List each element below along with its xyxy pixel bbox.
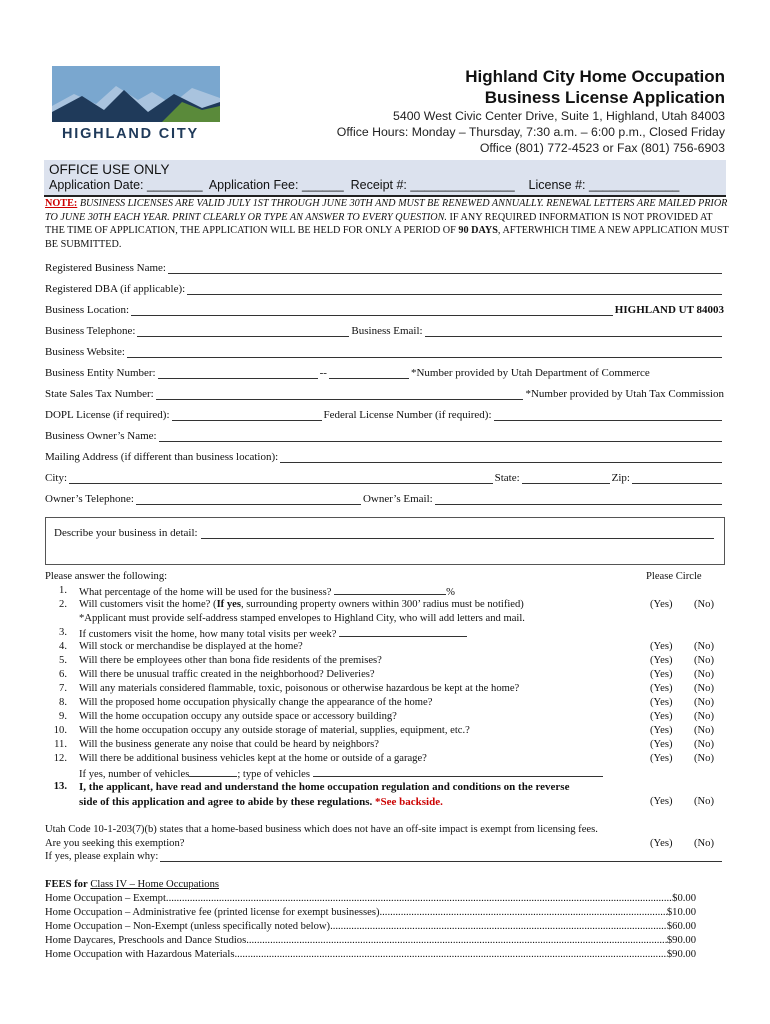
field-owner-contact[interactable] <box>45 493 724 505</box>
phone-line: Office (801) 772-4523 or Fax (801) 756-6903 <box>479 141 725 155</box>
fee-label: Home Occupation with Hazardous Materials <box>45 949 235 960</box>
input-entity-number-a[interactable] <box>158 368 318 379</box>
q3-visits-input[interactable] <box>339 627 467 637</box>
q13-text-b <box>79 796 443 808</box>
label-describe: Describe your business in detail: <box>54 527 198 539</box>
exemption-yes[interactable]: (Yes) <box>650 838 673 849</box>
q3-text <box>79 627 467 640</box>
field-sales-tax[interactable] <box>45 388 724 400</box>
q6-number: 7. <box>59 683 67 694</box>
exemption-line1: Utah Code 10-1-203(7)(b) states that a home-based business which does not have an off-site impact is exempt from licensing fees. <box>45 824 598 835</box>
entity-dash: -- <box>319 367 327 379</box>
q2-text <box>79 599 524 610</box>
input-email[interactable] <box>425 326 722 337</box>
input-dba[interactable] <box>187 284 722 295</box>
q3-yes[interactable]: (Yes) <box>650 641 673 652</box>
input-state[interactable] <box>522 473 610 484</box>
label-website: Business Website: <box>45 346 125 358</box>
input-dopl[interactable] <box>172 410 322 421</box>
q7-number: 8. <box>59 697 67 708</box>
q11-no[interactable]: (No) <box>694 753 715 764</box>
input-location[interactable] <box>131 305 613 316</box>
office-use-box <box>44 160 726 197</box>
note-label: NOTE: <box>45 198 78 209</box>
input-telephone[interactable] <box>137 326 349 337</box>
label-federal: Federal License Number (if required): <box>323 409 492 421</box>
q8-yes[interactable]: (Yes) <box>650 711 673 722</box>
label-dopl: DOPL License (if required): <box>45 409 170 421</box>
fee-row <box>45 949 696 960</box>
field-city-state-zip[interactable] <box>45 472 724 484</box>
label-sales-tax: State Sales Tax Number: <box>45 388 154 400</box>
input-owner-email[interactable] <box>435 494 722 505</box>
label-business-name: Registered Business Name: <box>45 262 166 274</box>
field-website[interactable] <box>45 346 724 358</box>
q10-no[interactable]: (No) <box>694 739 715 750</box>
q13-see-backside: *See backside. <box>375 796 443 808</box>
hours-line: Office Hours: Monday – Thursday, 7:30 a.m. – 6:00 p.m., Closed Friday <box>336 125 725 139</box>
input-federal[interactable] <box>494 410 722 421</box>
input-entity-number-b[interactable] <box>329 368 409 379</box>
q13-yes[interactable]: (Yes) <box>650 796 673 807</box>
page-title-line1: Highland City Home Occupation <box>465 67 725 86</box>
fees-heading-bold: FEES for <box>45 879 88 890</box>
please-circle: Please Circle <box>646 571 702 582</box>
q8-no[interactable]: (No) <box>694 711 715 722</box>
q1-label: What percentage of the home will be used for the business? <box>79 587 332 598</box>
label-mailing: Mailing Address (if different than business location): <box>45 451 279 463</box>
fee-row <box>45 893 696 904</box>
note-days: 90 DAYS <box>458 225 498 237</box>
field-dba[interactable] <box>45 283 724 295</box>
q12-vehicles <box>79 767 603 780</box>
fee-leader-dots <box>246 935 667 946</box>
field-mailing[interactable] <box>45 451 724 463</box>
fee-label: Home Occupation – Administrative fee (printed license for exempt businesses) <box>45 907 380 918</box>
field-business-name[interactable] <box>45 262 724 274</box>
fee-leader-dots <box>330 921 667 932</box>
q5-no[interactable]: (No) <box>694 669 715 680</box>
fee-amount: $10.00 <box>666 907 696 918</box>
label-location: Business Location: <box>45 304 130 316</box>
label-owner-name: Business Owner’s Name: <box>45 430 157 442</box>
input-website[interactable] <box>127 347 722 358</box>
label-city: City: <box>45 472 68 484</box>
q6-yes[interactable]: (Yes) <box>650 683 673 694</box>
label-zip: Zip: <box>611 472 630 484</box>
fee-amount: $90.00 <box>666 935 696 946</box>
q6-text: Will any materials considered flammable, toxic, poisonous or otherwise hazardous be kept at the home? <box>79 683 520 694</box>
q10-text: Will the business generate any noise that could be heard by neighbors? <box>79 739 379 750</box>
q11-text: Will there be additional business vehicles kept at the home or outside of a garage? <box>79 753 427 764</box>
q1-text <box>79 585 455 598</box>
location-suffix: HIGHLAND UT 84003 <box>614 304 724 316</box>
fee-leader-dots <box>380 907 667 918</box>
fee-row <box>45 907 696 918</box>
field-location[interactable] <box>45 304 724 316</box>
fee-amount: $60.00 <box>666 921 696 932</box>
q2-number: 2. <box>59 599 67 610</box>
fee-label: Home Daycares, Preschools and Dance Studios <box>45 935 247 946</box>
label-entity-number: Business Entity Number: <box>45 367 156 379</box>
q6-no[interactable]: (No) <box>694 683 715 694</box>
q9-yes[interactable]: (Yes) <box>650 725 673 736</box>
fee-row <box>45 935 696 946</box>
fee-leader-dots <box>234 949 666 960</box>
office-use-fields: Application Date: ________ Application Fee: ______ Receipt #: _______________ License #: _____________ <box>49 178 680 192</box>
q5-text: Will there be unusual traffic created in the neighborhood? Deliveries? <box>79 669 375 680</box>
field-exemption-explain[interactable] <box>45 851 724 862</box>
q8-text: Will the home occupation occupy any outside space or accessory building? <box>79 711 397 722</box>
q1-percent-sign: % <box>446 587 455 598</box>
q7-no[interactable]: (No) <box>694 697 715 708</box>
q2-bold: If yes <box>216 599 241 610</box>
q13-number: 13. <box>53 781 67 792</box>
q12-vehicles-type-label: ; type of vehicles <box>237 769 310 780</box>
label-state: State: <box>494 472 520 484</box>
note-italic: BUSINESS LICENSES ARE VALID JULY 1ST THROUGH JUNE 30TH AND MUST BE RENEWED ANNUALLY. RENEWAL LETTERS ARE MAILED PRIOR TO JUNE 30TH EACH YEAR. PRINT CLEARLY OR TYPE AN ANSWER TO EVERY QUESTION. <box>45 198 728 223</box>
exemption-no[interactable]: (No) <box>694 838 715 849</box>
q3-number: 3. <box>59 627 67 638</box>
input-owner-phone[interactable] <box>136 494 361 505</box>
field-owner-name[interactable] <box>45 430 724 442</box>
input-zip[interactable] <box>632 473 722 484</box>
q4-yes[interactable]: (Yes) <box>650 655 673 666</box>
note-paragraph <box>45 197 730 251</box>
label-dba: Registered DBA (if applicable): <box>45 283 186 295</box>
entity-note: *Number provided by Utah Department of Commerce <box>410 367 650 379</box>
q12-vehicles-label: If yes, number of vehicles <box>79 769 190 780</box>
q13-bold-b: side of this application and agree to abide by these regulations. <box>79 796 373 808</box>
page-title-line2: Business License Application <box>484 88 725 107</box>
q4-text: Will there be employees other than bona fide residents of the premises? <box>79 655 382 666</box>
q10-yes[interactable]: (Yes) <box>650 739 673 750</box>
q12-vehicles-type-input[interactable] <box>313 767 603 777</box>
q5-yes[interactable]: (Yes) <box>650 669 673 680</box>
note-rest-b: , AFTERWHICH TIME A NEW APPLICATION MUST BE SUBMITTED. <box>45 225 729 250</box>
input-city[interactable] <box>69 473 493 484</box>
q2-note: *Applicant must provide self-address stamped envelopes to Highland City, who will add letters and mail. <box>79 613 525 624</box>
fees-heading-class: Class IV – Home Occupations <box>90 879 220 890</box>
q13-no[interactable]: (No) <box>694 796 715 807</box>
q13-text-a: I, the applicant, have read and understand the home occupation regulation and conditions on the reverse <box>79 781 570 793</box>
office-use-title: OFFICE USE ONLY <box>49 162 170 177</box>
input-business-name[interactable] <box>168 263 722 274</box>
questions-intro: Please answer the following: <box>45 571 168 582</box>
q7-yes[interactable]: (Yes) <box>650 697 673 708</box>
q3-number: 4. <box>59 641 67 652</box>
q5-number: 6. <box>59 669 67 680</box>
label-telephone: Business Telephone: <box>45 325 136 337</box>
fee-amount: $90.00 <box>666 949 696 960</box>
input-sales-tax[interactable] <box>156 389 524 400</box>
fees-heading <box>45 879 219 890</box>
fee-amount: $0.00 <box>672 893 696 904</box>
q8-number: 9. <box>59 711 67 722</box>
q3-text: Will stock or merchandise be displayed at the home? <box>79 641 303 652</box>
q9-text: Will the home occupation occupy any outside storage of material, supplies, equipment, etc.? <box>79 725 470 736</box>
q9-no[interactable]: (No) <box>694 725 715 736</box>
fee-label: Home Occupation – Non-Exempt (unless specifically noted below) <box>45 921 331 932</box>
q2-text-b: , surrounding property owners within 300’ radius must be notified) <box>240 599 524 610</box>
input-describe[interactable] <box>201 528 714 539</box>
q2-yes[interactable]: (Yes) <box>650 599 673 610</box>
q4-number: 5. <box>59 655 67 666</box>
q11-yes[interactable]: (Yes) <box>650 753 673 764</box>
label-email: Business Email: <box>351 325 423 337</box>
q3-label: If customers visit the home, how many total visits per week? <box>79 629 337 640</box>
fee-row <box>45 921 696 932</box>
field-telephone-email[interactable] <box>45 325 724 337</box>
q4-no[interactable]: (No) <box>694 655 715 666</box>
label-exemption-explain: If yes, please explain why: <box>45 851 159 862</box>
field-describe[interactable] <box>54 527 714 539</box>
logo-text: HIGHLAND CITY <box>62 126 199 142</box>
input-owner-name[interactable] <box>159 431 722 442</box>
q1-percent-input[interactable] <box>334 585 446 595</box>
q10-number: 11. <box>54 739 67 750</box>
label-owner-email: Owner’s Email: <box>362 493 433 505</box>
q3-no[interactable]: (No) <box>694 641 715 652</box>
q12-vehicles-count-input[interactable] <box>189 767 237 777</box>
input-exemption-explain[interactable] <box>160 851 722 862</box>
q7-text: Will the proposed home occupation physically change the appearance of the home? <box>79 697 433 708</box>
q11-number: 12. <box>53 753 67 764</box>
field-dopl-federal[interactable] <box>45 409 724 421</box>
q1-number: 1. <box>59 585 67 596</box>
fee-label: Home Occupation – Exempt <box>45 893 166 904</box>
exemption-line2: Are you seeking this exemption? <box>45 838 185 849</box>
note-rest-a: IF ANY REQUIRED INFORMATION IS NOT PROVIDED AT THE TIME OF APPLICATION, THE APPLICATION WILL BE HELD FOR ONLY A PERIOD OF <box>45 211 713 237</box>
sales-tax-note: *Number provided by Utah Tax Commission <box>525 388 724 400</box>
label-owner-phone: Owner’s Telephone: <box>45 493 134 505</box>
address-line: 5400 West Civic Center Drive, Suite 1, Highland, Utah 84003 <box>393 109 725 123</box>
describe-business-box <box>45 517 725 565</box>
input-mailing[interactable] <box>280 452 722 463</box>
q9-number: 10. <box>53 725 67 736</box>
fee-leader-dots <box>166 893 672 904</box>
q2-text-a: Will customers visit the home? ( <box>79 599 217 610</box>
field-entity-number[interactable] <box>45 367 724 379</box>
q2-no[interactable]: (No) <box>694 599 715 610</box>
